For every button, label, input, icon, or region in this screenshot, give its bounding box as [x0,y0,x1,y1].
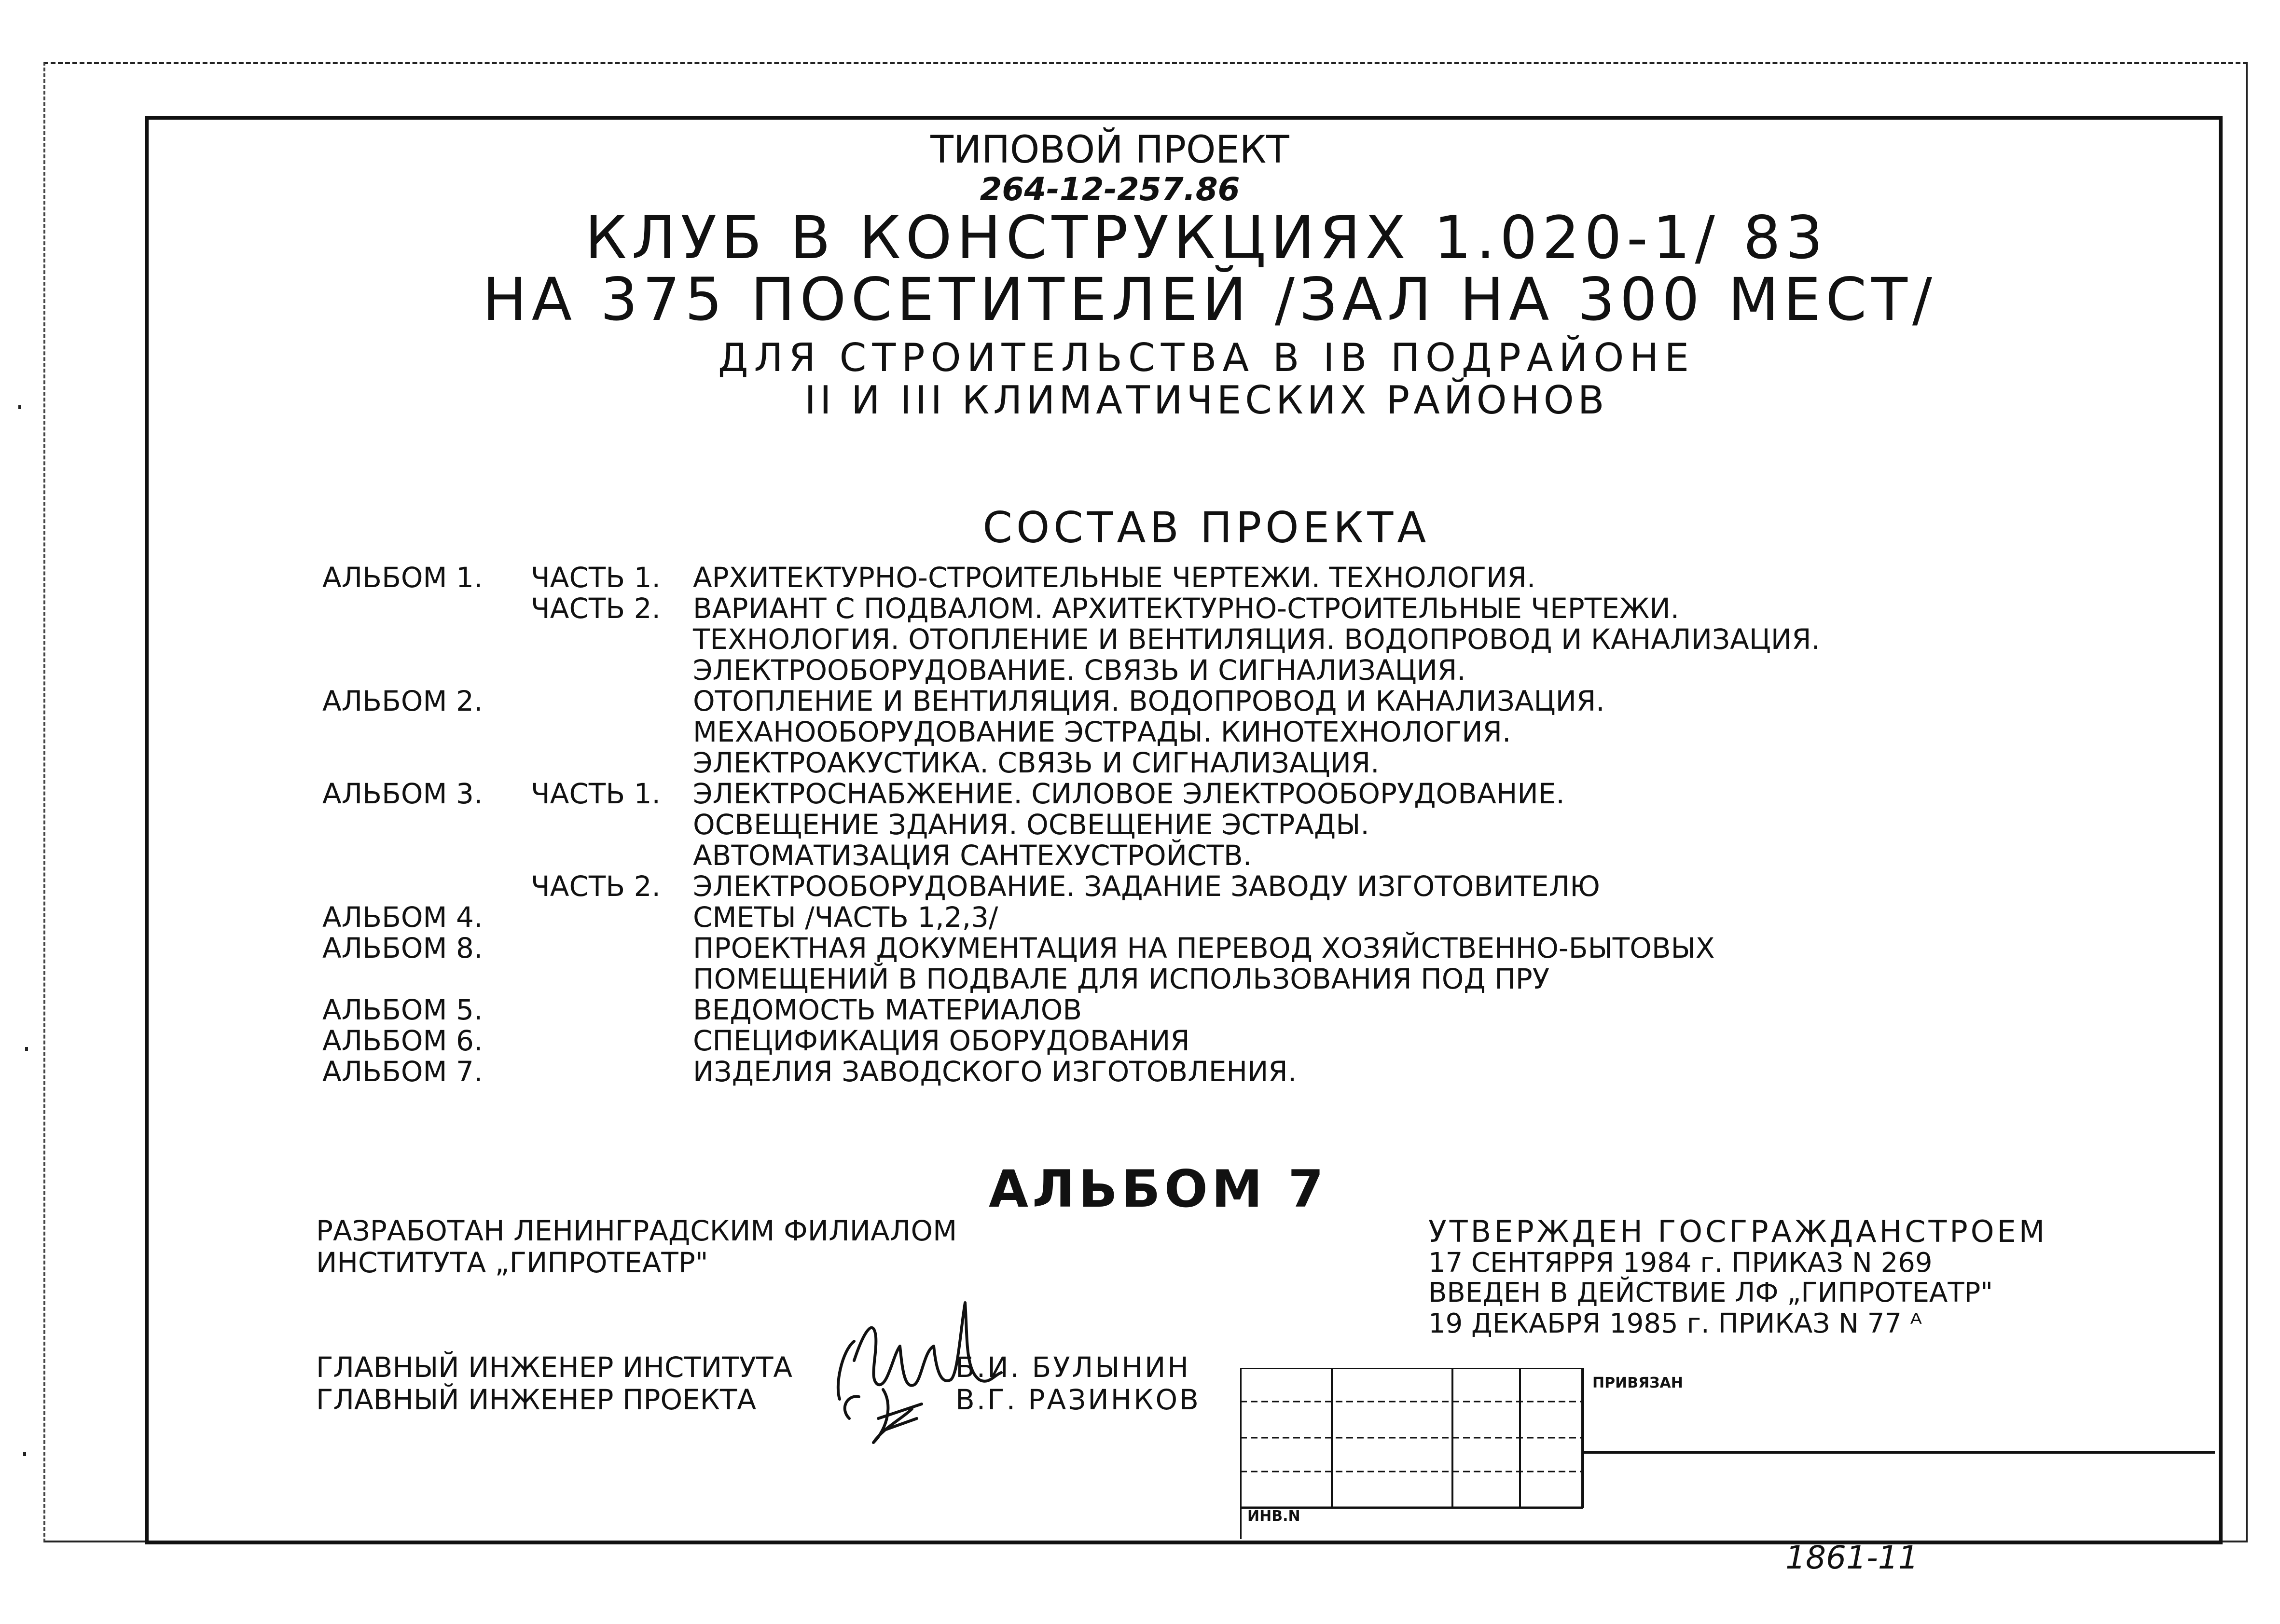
inventory-number-label: ИНВ.N [1247,1508,1300,1525]
contents-item-text: ВЕДОМОСТЬ МАТЕРИАЛОВ [693,993,1082,1026]
contents-item-text: ВАРИАНТ С ПОДВАЛОМ. АРХИТЕКТУРНО-СТРОИТЕЛЬНЫЕ ЧЕРТЕЖИ. [693,592,1680,625]
contents-title: СОСТАВ ПРОЕКТА [982,503,1430,552]
title-line-2: НА 375 ПОСЕТИТЕЛЕЙ /ЗАЛ НА 300 МЕСТ/ [483,265,1937,334]
contents-item-text: ЭЛЕКТРОСНАБЖЕНИЕ. СИЛОВОЕ ЭЛЕКТРООБОРУДОВАНИЕ. [693,777,1565,810]
approval-line-1: УТВЕРЖДЕН ГОСГРАЖДАНСТРОЕМ [1428,1214,2048,1249]
chief-engineer-project-role: ГЛАВНЫЙ ИНЖЕНЕР ПРОЕКТА [316,1383,757,1416]
document-code: 264-12-257.86 [980,171,1240,208]
contents-item-text: ИЗДЕЛИЯ ЗАВОДСКОГО ИЗГОТОВЛЕНИЯ. [693,1055,1297,1088]
contents-item-text: ЭЛЕКТРООБОРУДОВАНИЕ. СВЯЗЬ И СИГНАЛИЗАЦИЯ. [693,654,1466,687]
approval-line-2: 17 СЕНТЯРРЯ 1984 г. ПРИКАЗ N 269 [1428,1247,1933,1279]
contents-album-label: АЛЬБОМ 5. [322,993,483,1026]
approval-line-4: 19 ДЕКАБРЯ 1985 г. ПРИКАЗ N 77 ᴬ [1428,1308,1922,1339]
developer-line-1: РАЗРАБОТАН ЛЕНИНГРАДСКИМ ФИЛИАЛОМ [316,1214,957,1247]
contents-album-label: АЛЬБОМ 7. [322,1055,483,1088]
handwritten-signature-icon [820,1274,1023,1457]
approval-line-3: ВВЕДЕН В ДЕЙСТВИЕ ЛФ „ГИПРОТЕАТР" [1428,1277,1993,1308]
contents-item-text: ПОМЕЩЕНИЙ В ПОДВАЛЕ ДЛЯ ИСПОЛЬЗОВАНИЯ ПОД ПРУ [693,963,1550,995]
contents-item-text: ПРОЕКТНАЯ ДОКУМЕНТАЦИЯ НА ПЕРЕВОД ХОЗЯЙСТВЕННО-БЫТОВЫХ [693,932,1715,964]
subtitle-line-1: ДЛЯ СТРОИТЕЛЬСТВА В IВ ПОДРАЙОНЕ [718,335,1695,380]
contents-item-text: ТЕХНОЛОГИЯ. ОТОПЛЕНИЕ И ВЕНТИЛЯЦИЯ. ВОДОПРОВОД И КАНАЛИЗАЦИЯ. [693,623,1820,656]
scan-speck [23,1452,26,1456]
contents-album-label: АЛЬБОМ 8. [322,932,483,964]
chief-engineer-institute-role: ГЛАВНЫЙ ИНЖЕНЕР ИНСТИТУТА [316,1351,793,1384]
title-block-table [1240,1368,2215,1539]
contents-item-text: СМЕТЫ /ЧАСТЬ 1,2,3/ [693,901,998,934]
contents-item-text: АРХИТЕКТУРНО-СТРОИТЕЛЬНЫЕ ЧЕРТЕЖИ. ТЕХНОЛОГИЯ. [693,561,1536,594]
sheet-number: 1861-11 [1785,1539,1919,1576]
chief-engineer-project-name: В.Г. РАЗИНКОВ [955,1383,1201,1416]
contents-album-label: АЛЬБОМ 6. [322,1024,483,1057]
contents-album-label: АЛЬБОМ 3. [322,777,483,810]
contents-item-text: СПЕЦИФИКАЦИЯ ОБОРУДОВАНИЯ [693,1024,1190,1057]
contents-part-label: ЧАСТЬ 2. [531,870,661,903]
contents-item-text: ЭЛЕКТРООБОРУДОВАНИЕ. ЗАДАНИЕ ЗАВОДУ ИЗГОТОВИТЕЛЮ [693,870,1600,903]
contents-item-text: ЭЛЕКТРОАКУСТИКА. СВЯЗЬ И СИГНАЛИЗАЦИЯ. [693,746,1380,779]
title-line-1: КЛУБ В КОНСТРУКЦИЯХ 1.020-1/ 83 [585,204,1828,272]
contents-album-label: АЛЬБОМ 4. [322,901,483,934]
document-type: ТИПОВОЙ ПРОЕКТ [930,128,1289,172]
scan-speck [25,1047,28,1051]
contents-part-label: ЧАСТЬ 2. [531,592,661,625]
subtitle-line-2: II И III КЛИМАТИЧЕСКИХ РАЙОНОВ [804,378,1608,423]
contents-item-text: МЕХАНООБОРУДОВАНИЕ ЭСТРАДЫ. КИНОТЕХНОЛОГИЯ. [693,716,1511,748]
scan-speck [18,405,21,409]
contents-part-label: ЧАСТЬ 1. [531,561,661,594]
contents-item-text: АВТОМАТИЗАЦИЯ САНТЕХУСТРОЙСТВ. [693,839,1252,872]
developer-line-2: ИНСТИТУТА „ГИПРОТЕАТР" [316,1246,708,1279]
contents-album-label: АЛЬБОМ 2. [322,685,483,717]
contents-part-label: ЧАСТЬ 1. [531,777,661,810]
album-number: АЛЬБОМ 7 [989,1159,1327,1219]
chief-engineer-institute-name: Б.И. БУЛЫНИН [955,1351,1191,1384]
contents-album-label: АЛЬБОМ 1. [322,561,483,594]
contents-item-text: ОСВЕЩЕНИЕ ЗДАНИЯ. ОСВЕЩЕНИЕ ЭСТРАДЫ. [693,808,1369,841]
contents-item-text: ОТОПЛЕНИЕ И ВЕНТИЛЯЦИЯ. ВОДОПРОВОД И КАНАЛИЗАЦИЯ. [693,685,1605,717]
attached-label: ПРИВЯЗАН [1592,1375,1683,1391]
